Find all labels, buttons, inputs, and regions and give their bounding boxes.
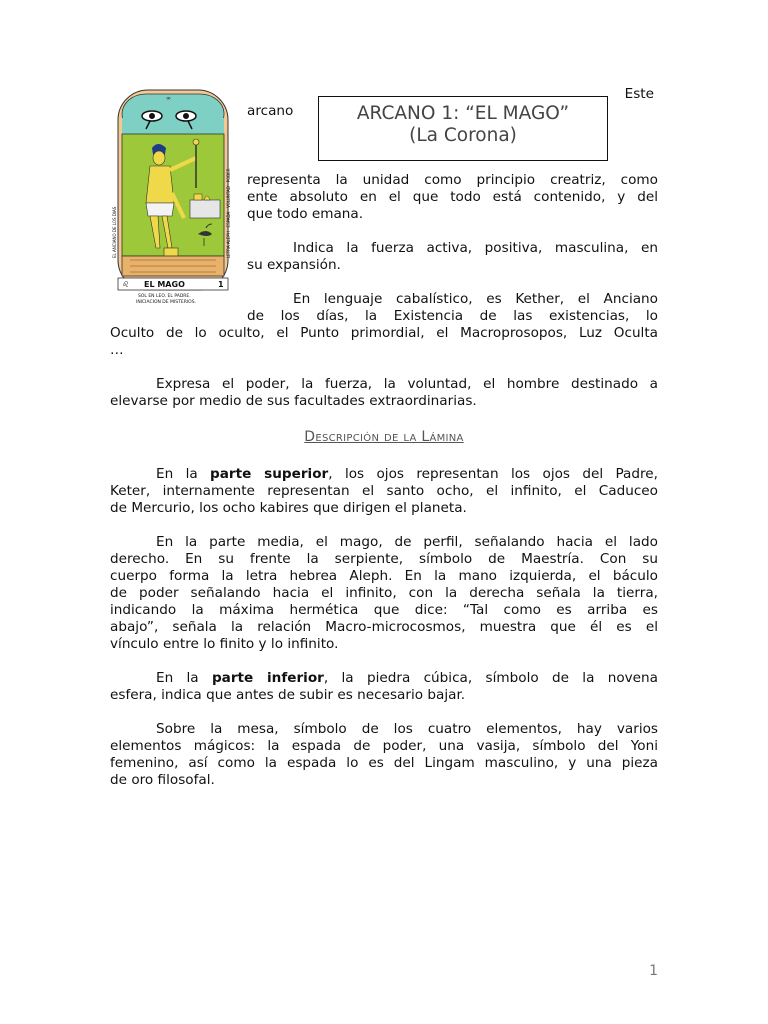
- p6-line-1: En la parte media, el mago, de perfil, señalando hacia el lado: [156, 534, 658, 550]
- card-name: EL MAGO: [144, 280, 185, 289]
- section-heading-text: Descripción de la Lámina: [304, 429, 464, 445]
- svg-text:♌: ♌: [122, 280, 130, 289]
- p5-line-2: Keter, internamente representan el santo ocho, el infinito, el Caduceo: [110, 483, 658, 499]
- p3-line-4: …: [110, 342, 124, 358]
- intro-word-este: Este: [624, 86, 654, 102]
- p7-post: , la piedra cúbica, símbolo de la novena: [323, 670, 658, 686]
- p6-line-6: abajo”, señala la relación Macro-microcosmos, muestra que él es el: [110, 619, 658, 635]
- intro-line-3: que todo emana.: [247, 206, 364, 222]
- tarot-card-el-mago: [110, 88, 234, 306]
- p8-line-3: femenino, así como la espada lo es del Lingam masculino, y una pieza: [110, 755, 658, 771]
- intro-line-2: ente absoluto en el que todo está contenido, y del: [247, 189, 658, 205]
- card-side-right: LETRA ALEPH · ESPADA · VOLUNTAD · PODER: [226, 168, 231, 258]
- card-number: 1: [218, 280, 224, 289]
- p5-pre: En la: [156, 466, 211, 482]
- title-line-2: (La Corona): [409, 125, 517, 146]
- section-heading: [110, 428, 658, 446]
- tarot-card-illustration: [110, 88, 234, 306]
- p5-line-1: [156, 466, 658, 483]
- p7-pre: En la: [156, 670, 212, 686]
- p8-line-4: de oro filosofal.: [110, 772, 215, 788]
- p8-line-2: elementos mágicos: la espada de poder, una vasija, símbolo del Yoni: [110, 738, 658, 754]
- title-line-1: ARCANO 1: “EL MAGO”: [356, 103, 570, 124]
- p4-line-1: Expresa el poder, la fuerza, la voluntad, el hombre destinado a: [156, 376, 658, 392]
- p7-bold: parte inferior: [211, 670, 324, 686]
- p6-line-3: cuerpo forma la letra hebrea Aleph. En la mano izquierda, el báculo: [110, 568, 658, 584]
- intro-line-1: representa la unidad como principio creatriz, como: [247, 172, 658, 188]
- p3-line-2: de los días, la Existencia de las existencias, lo: [247, 308, 658, 324]
- svg-text:∞: ∞: [166, 95, 171, 102]
- p3-line-1: En lenguaje cabalístico, es Kether, el Anciano: [293, 291, 658, 307]
- p2-line-2: su expansión.: [247, 257, 341, 273]
- p5-line-3: de Mercurio, los ocho kabires que dirigen el planeta.: [110, 500, 467, 516]
- p6-line-2: derecho. En su frente la serpiente, símbolo de Maestría. Con su: [110, 551, 658, 567]
- p6-line-5: indicando la máxima hermética que dice: “Tal como es arriba es: [110, 602, 658, 618]
- card-caption-2: INICIACION DE MISTERIOS.: [136, 300, 196, 305]
- p6-line-7: vínculo entre lo finito y lo infinito.: [110, 636, 339, 652]
- p7-line-1: [156, 670, 658, 687]
- card-caption-1: SOL EN LEO. EL PADRE.: [138, 294, 191, 299]
- title-box: [318, 96, 608, 161]
- p5-post: , los ojos representan los ojos del Padre,: [328, 466, 658, 482]
- p5-bold: parte superior: [210, 466, 329, 482]
- p2-line-1: Indica la fuerza activa, positiva, masculina, en: [293, 240, 658, 256]
- intro-word-arcano: arcano: [247, 103, 294, 119]
- p7-line-2: esfera, indica que antes de subir es necesario bajar.: [110, 687, 466, 703]
- page-number: 1: [649, 963, 658, 979]
- p3-line-3: Oculto de lo oculto, el Punto primordial, el Macroprosopos, Luz Oculta: [110, 325, 658, 341]
- card-side-left: EL ANCIANO DE LOS DIAS: [112, 206, 117, 258]
- p8-line-1: Sobre la mesa, símbolo de los cuatro elementos, hay varios: [156, 721, 658, 737]
- p4-line-2: elevarse por medio de sus facultades extraordinarias.: [110, 393, 477, 409]
- p6-line-4: de poder señalando hacia el infinito, con la derecha señala la tierra,: [110, 585, 658, 601]
